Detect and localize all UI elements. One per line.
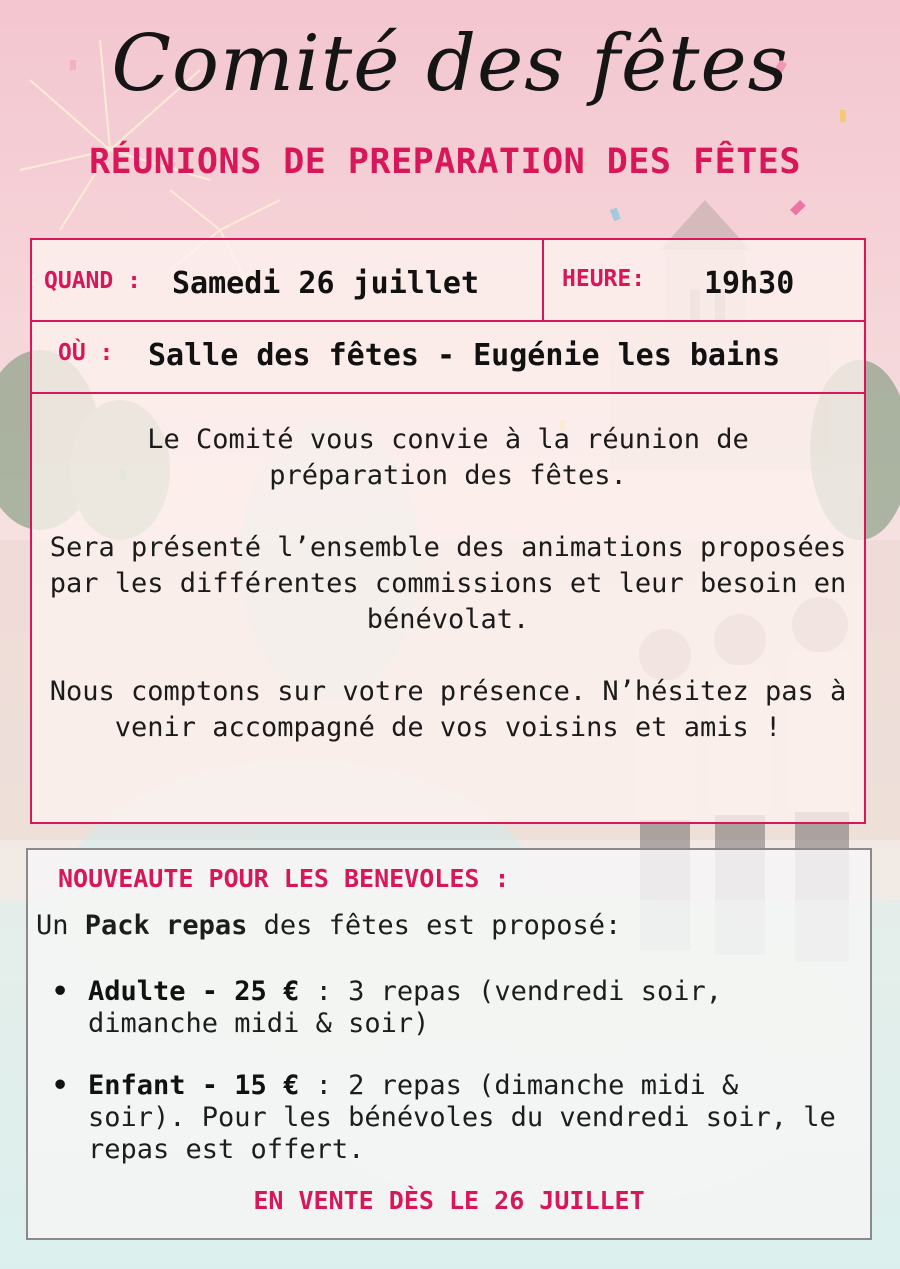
date-time-row bbox=[32, 240, 864, 322]
event-info-box bbox=[30, 238, 866, 824]
list-item-adult bbox=[52, 976, 848, 1040]
message-paragraph-3: Nous comptons sur votre présence. N’hésitez pas à venir accompagné de vos voisins et amis ! bbox=[49, 676, 847, 743]
message-paragraph-1: Le Comité vous convie à la réunion de préparation des fêtes. bbox=[147, 424, 749, 491]
sale-notice: EN VENTE DÈS LE 26 JUILLET bbox=[253, 1186, 645, 1215]
child-price: Enfant - 15 € bbox=[88, 1070, 300, 1101]
time-value: 19h30 bbox=[704, 266, 795, 301]
intro-post: des fêtes est proposé: bbox=[247, 910, 622, 941]
intro-pre: Un bbox=[36, 910, 85, 941]
volunteers-title: NOUVEAUTE POUR LES BENEVOLES : bbox=[58, 864, 510, 893]
adult-details: : 3 repas (vendredi soir, dimanche midi & soir) bbox=[88, 976, 722, 1039]
when-value: Samedi 26 juillet bbox=[172, 266, 480, 301]
location-row bbox=[32, 322, 864, 394]
bullet-icon: • bbox=[52, 976, 69, 1007]
page-title: Comité des fêtes bbox=[111, 19, 789, 109]
list-item-child bbox=[52, 1070, 848, 1166]
message-paragraph-2: Sera présenté l’ensemble des animations proposées par les différentes commissions et leur besoin en bénévolat. bbox=[49, 532, 847, 635]
volunteers-box bbox=[26, 848, 872, 1240]
adult-price: Adulte - 25 € bbox=[88, 976, 300, 1007]
invitation-message bbox=[32, 422, 864, 782]
where-value: Salle des fêtes - Eugénie les bains bbox=[148, 338, 781, 373]
child-details: : 2 repas (dimanche midi & soir). Pour les bénévoles du vendredi soir, le repas est offert. bbox=[88, 1070, 836, 1165]
volunteers-intro bbox=[36, 910, 621, 941]
bullet-icon: • bbox=[52, 1070, 69, 1101]
row-divider bbox=[542, 240, 544, 320]
when-label: QUAND : bbox=[44, 268, 141, 294]
intro-bold: Pack repas bbox=[84, 910, 248, 941]
page-subtitle: RÉUNIONS DE PREPARATION DES FÊTES bbox=[89, 142, 801, 182]
where-label: OÙ : bbox=[58, 340, 114, 366]
time-label: HEURE: bbox=[562, 266, 646, 292]
